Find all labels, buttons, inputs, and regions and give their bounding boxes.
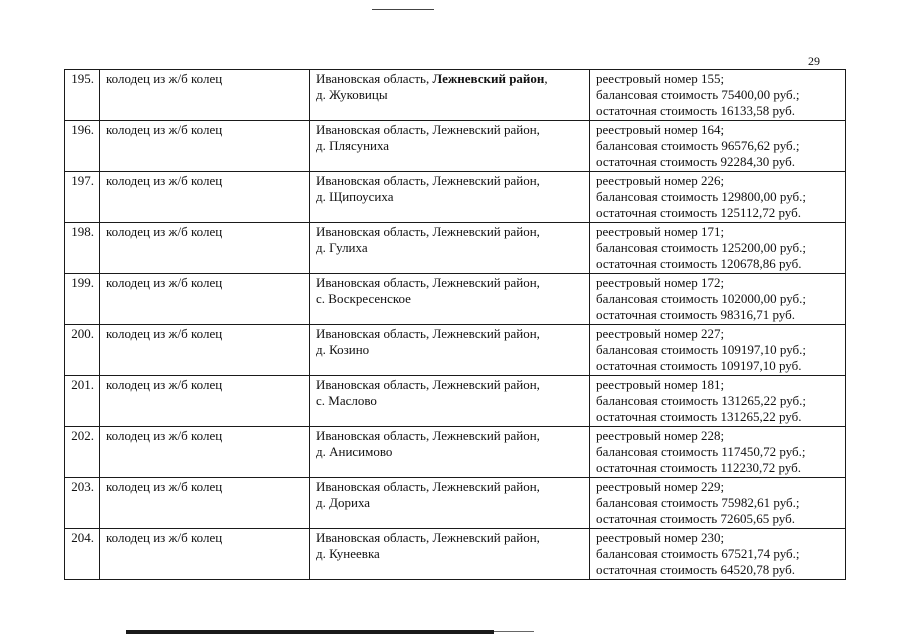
object-valuation <box>590 529 846 580</box>
registry-number: реестровый номер 229; <box>596 479 725 494</box>
object-address <box>310 274 590 325</box>
address-region: Ивановская область, <box>316 122 433 137</box>
object-name: колодец из ж/б колец <box>100 427 310 478</box>
scan-edge-line <box>494 631 534 632</box>
table-row <box>65 172 846 223</box>
address-region-line <box>316 530 584 546</box>
row-number: 200. <box>65 325 100 376</box>
object-valuation <box>590 427 846 478</box>
balance-value: балансовая стоимость 67521,74 руб.; <box>596 546 800 561</box>
registry-number: реестровый номер 181; <box>596 377 725 392</box>
balance-value: балансовая стоимость 117450,72 руб.; <box>596 444 806 459</box>
address-district: Лежневский район <box>432 530 537 545</box>
address-district: Лежневский район <box>432 479 537 494</box>
scan-edge-mark <box>126 630 494 634</box>
row-number: 198. <box>65 223 100 274</box>
table-row <box>65 478 846 529</box>
row-number: 204. <box>65 529 100 580</box>
object-name: колодец из ж/б колец <box>100 70 310 121</box>
address-separator: , <box>536 224 540 239</box>
address-settlement: д. Дориха <box>316 495 371 510</box>
table-row <box>65 70 846 121</box>
address-district: Лежневский район <box>432 71 545 86</box>
table-row <box>65 325 846 376</box>
residual-value: остаточная стоимость 16133,58 руб. <box>596 103 795 118</box>
address-separator: , <box>536 173 540 188</box>
table-row <box>65 121 846 172</box>
registry-number: реестровый номер 227; <box>596 326 725 341</box>
registry-number: реестровый номер 226; <box>596 173 725 188</box>
address-settlement: с. Воскресенское <box>316 291 411 306</box>
address-region-line <box>316 377 584 393</box>
address-separator: , <box>536 479 540 494</box>
address-separator: , <box>536 428 540 443</box>
address-region: Ивановская область, <box>316 479 433 494</box>
header-rule <box>372 9 434 10</box>
row-number: 199. <box>65 274 100 325</box>
balance-value: балансовая стоимость 129800,00 руб.; <box>596 189 806 204</box>
balance-value: балансовая стоимость 75400,00 руб.; <box>596 87 800 102</box>
object-name: колодец из ж/б колец <box>100 121 310 172</box>
row-number: 197. <box>65 172 100 223</box>
registry-number: реестровый номер 155; <box>596 71 725 86</box>
address-region: Ивановская область, <box>316 275 433 290</box>
residual-value: остаточная стоимость 72605,65 руб. <box>596 511 795 526</box>
object-name: колодец из ж/б колец <box>100 376 310 427</box>
address-district: Лежневский район <box>432 122 537 137</box>
residual-value: остаточная стоимость 120678,86 руб. <box>596 256 802 271</box>
address-region: Ивановская область, <box>316 224 433 239</box>
address-region-line <box>316 224 584 240</box>
address-settlement: д. Плясуниха <box>316 138 390 153</box>
table-row <box>65 529 846 580</box>
table-row <box>65 427 846 478</box>
property-table <box>64 69 846 580</box>
balance-value: балансовая стоимость 109197,10 руб.; <box>596 342 806 357</box>
object-address <box>310 325 590 376</box>
address-region-line <box>316 71 584 87</box>
object-valuation <box>590 223 846 274</box>
address-separator: , <box>536 530 540 545</box>
address-region: Ивановская область, <box>316 71 433 86</box>
page-number: 29 <box>808 54 820 68</box>
registry-number: реестровый номер 228; <box>596 428 725 443</box>
object-address <box>310 172 590 223</box>
registry-number: реестровый номер 164; <box>596 122 725 137</box>
row-number: 203. <box>65 478 100 529</box>
property-table-body <box>65 70 846 580</box>
residual-value: остаточная стоимость 98316,71 руб. <box>596 307 795 322</box>
object-name: колодец из ж/б колец <box>100 274 310 325</box>
address-settlement: д. Анисимово <box>316 444 393 459</box>
address-settlement: д. Гулиха <box>316 240 368 255</box>
object-valuation <box>590 274 846 325</box>
address-separator: , <box>536 122 540 137</box>
object-name: колодец из ж/б колец <box>100 478 310 529</box>
address-region-line <box>316 275 584 291</box>
object-valuation <box>590 325 846 376</box>
address-district: Лежневский район <box>432 224 537 239</box>
object-address <box>310 529 590 580</box>
row-number: 201. <box>65 376 100 427</box>
residual-value: остаточная стоимость 131265,22 руб. <box>596 409 802 424</box>
address-region: Ивановская область, <box>316 326 433 341</box>
address-separator: , <box>536 275 540 290</box>
balance-value: балансовая стоимость 96576,62 руб.; <box>596 138 800 153</box>
address-region-line <box>316 173 584 189</box>
residual-value: остаточная стоимость 64520,78 руб. <box>596 562 795 577</box>
row-number: 195. <box>65 70 100 121</box>
address-district: Лежневский район <box>432 326 537 341</box>
address-region: Ивановская область, <box>316 173 433 188</box>
object-valuation <box>590 121 846 172</box>
address-settlement: д. Жуковицы <box>316 87 388 102</box>
object-address <box>310 427 590 478</box>
object-address <box>310 223 590 274</box>
table-row <box>65 274 846 325</box>
address-settlement: д. Козино <box>316 342 370 357</box>
address-region: Ивановская область, <box>316 530 433 545</box>
balance-value: балансовая стоимость 75982,61 руб.; <box>596 495 800 510</box>
address-district: Лежневский район <box>432 275 537 290</box>
address-region: Ивановская область, <box>316 377 433 392</box>
address-district: Лежневский район <box>432 377 537 392</box>
registry-number: реестровый номер 230; <box>596 530 725 545</box>
address-district: Лежневский район <box>432 173 537 188</box>
address-region-line <box>316 479 584 495</box>
object-name: колодец из ж/б колец <box>100 223 310 274</box>
object-name: колодец из ж/б колец <box>100 172 310 223</box>
address-region-line <box>316 326 584 342</box>
object-valuation <box>590 478 846 529</box>
address-separator: , <box>544 71 548 86</box>
object-address <box>310 121 590 172</box>
balance-value: балансовая стоимость 131265,22 руб.; <box>596 393 806 408</box>
row-number: 202. <box>65 427 100 478</box>
registry-number: реестровый номер 172; <box>596 275 725 290</box>
table-row <box>65 376 846 427</box>
residual-value: остаточная стоимость 125112,72 руб. <box>596 205 801 220</box>
address-settlement: д. Щипоусиха <box>316 189 394 204</box>
object-valuation <box>590 376 846 427</box>
address-region-line <box>316 428 584 444</box>
object-name: колодец из ж/б колец <box>100 325 310 376</box>
residual-value: остаточная стоимость 92284,30 руб. <box>596 154 795 169</box>
address-region: Ивановская область, <box>316 428 433 443</box>
object-valuation <box>590 172 846 223</box>
object-valuation <box>590 70 846 121</box>
balance-value: балансовая стоимость 125200,00 руб.; <box>596 240 806 255</box>
address-settlement: с. Маслово <box>316 393 377 408</box>
row-number: 196. <box>65 121 100 172</box>
object-address <box>310 478 590 529</box>
residual-value: остаточная стоимость 112230,72 руб. <box>596 460 801 475</box>
object-address <box>310 376 590 427</box>
address-settlement: д. Кунеевка <box>316 546 380 561</box>
object-address <box>310 70 590 121</box>
object-name: колодец из ж/б колец <box>100 529 310 580</box>
balance-value: балансовая стоимость 102000,00 руб.; <box>596 291 806 306</box>
address-district: Лежневский район <box>432 428 537 443</box>
address-region-line <box>316 122 584 138</box>
address-separator: , <box>536 377 540 392</box>
address-separator: , <box>536 326 540 341</box>
table-row <box>65 223 846 274</box>
registry-number: реестровый номер 171; <box>596 224 725 239</box>
residual-value: остаточная стоимость 109197,10 руб. <box>596 358 802 373</box>
